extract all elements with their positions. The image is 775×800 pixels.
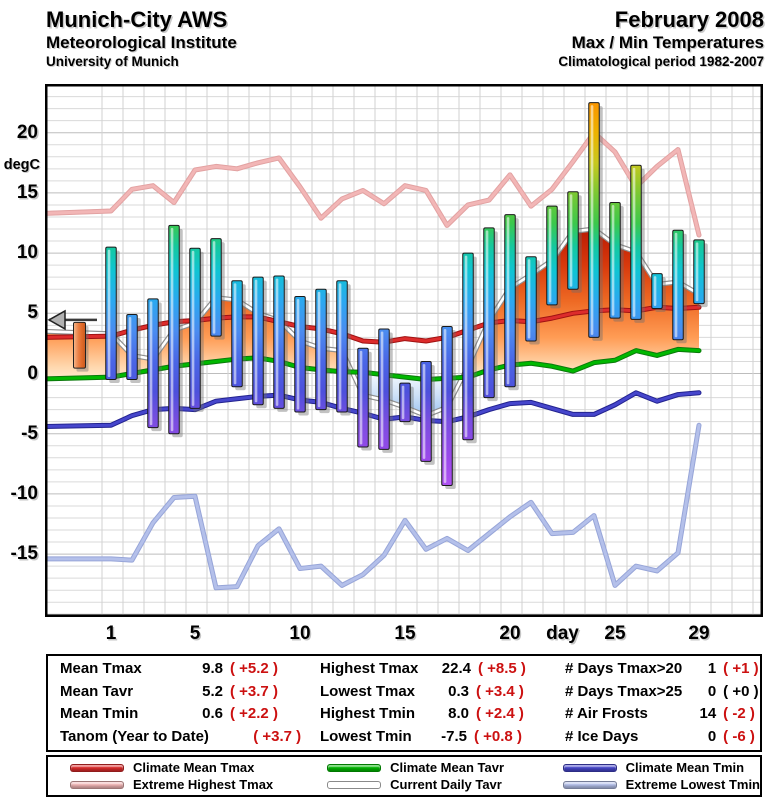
temperature-range-bar — [337, 281, 348, 412]
temperature-range-bar — [589, 103, 600, 338]
temperature-range-bar — [505, 215, 516, 387]
legend-label: Climate Mean Tavr — [390, 760, 505, 775]
stats-row — [320, 683, 555, 704]
temperature-range-bar — [106, 247, 117, 379]
extreme-lowest-tmin-line-casing — [45, 425, 699, 588]
legend-item — [70, 778, 327, 791]
x-tick-label: 20 — [499, 623, 521, 644]
stats-anomaly: ( +0 ) — [723, 682, 759, 700]
temperature-range-bar — [211, 239, 222, 337]
stats-anomaly: ( +5.2 ) — [230, 659, 278, 677]
stats-row — [565, 705, 775, 726]
stats-label: Tanom (Year to Date) — [60, 728, 209, 746]
bar-highlight — [234, 283, 237, 384]
bar-highlight — [360, 351, 363, 445]
temperature-range-bar — [253, 277, 264, 405]
y-tick-label: 15 — [16, 181, 38, 203]
stats-label: Mean Tavr — [60, 682, 134, 700]
stats-column — [48, 659, 312, 750]
bar-highlight — [255, 280, 258, 403]
stats-anomaly: ( +3.7 ) — [253, 728, 302, 746]
bar-highlight — [528, 259, 531, 338]
climatology-period: Climatological period 1982-2007 — [558, 54, 764, 69]
monthly-statistics-panel — [46, 654, 762, 752]
bar-highlight — [444, 329, 447, 483]
climate-mean-tavr-swatch-icon — [327, 764, 381, 772]
bar-highlight — [507, 217, 510, 384]
chart-legend — [46, 755, 762, 797]
legend-label: Climate Mean Tmin — [625, 760, 745, 775]
legend-item — [563, 761, 760, 774]
bar-highlight — [570, 194, 573, 287]
legend-label: Extreme Lowest Tmin — [625, 777, 760, 792]
station-name: Munich-City AWS — [46, 7, 228, 32]
stats-label: # Days Tmax>25 — [565, 682, 683, 700]
stats-label: Lowest Tmin — [320, 728, 412, 746]
stats-anomaly: ( +2.2 ) — [230, 705, 278, 723]
stats-row — [60, 683, 312, 704]
temperature-range-bar — [232, 281, 243, 387]
stats-row — [320, 728, 555, 749]
stats-label: # Days Tmax>20 — [565, 659, 683, 677]
y-tick-label: 20 — [16, 121, 38, 143]
legend-label: Extreme Highest Tmax — [133, 777, 274, 792]
month-title: February 2008 — [614, 7, 764, 32]
legend-label: Current Daily Tavr — [390, 777, 502, 792]
y-tick-label: 0 — [27, 362, 38, 384]
legend-column — [327, 761, 563, 791]
stats-label: # Ice Days — [565, 728, 639, 746]
bar-highlight — [654, 276, 657, 306]
legend-column — [48, 761, 327, 791]
stats-value: 5.2 — [202, 682, 223, 700]
current-daily-tavr-swatch-icon — [327, 781, 381, 789]
stats-label: Highest Tmax — [320, 659, 419, 677]
stats-value: 0 — [707, 682, 717, 700]
temperature-range-bar — [190, 248, 201, 408]
stats-label: # Air Frosts — [565, 705, 648, 723]
temperature-range-bar — [274, 276, 285, 408]
legend-label: Climate Mean Tmax — [133, 760, 255, 775]
extreme-lowest-tmin-swatch-icon — [563, 781, 617, 789]
temperature-range-bar — [169, 225, 180, 433]
stats-row — [320, 660, 555, 681]
legend-item — [327, 778, 563, 791]
bar-highlight — [633, 168, 636, 317]
temperature-range-bar — [400, 383, 411, 422]
stats-row — [565, 728, 775, 749]
bar-highlight — [675, 233, 678, 338]
x-tick-label: 15 — [394, 623, 416, 644]
x-tick-label: 1 — [105, 623, 117, 644]
temperature-range-bar — [547, 206, 558, 305]
y-tick-label: -10 — [10, 482, 38, 504]
climate-mean-tmax-swatch-icon — [70, 764, 124, 772]
temperature-plot — [45, 84, 763, 617]
bar-highlight — [129, 317, 132, 377]
temperature-range-bar — [631, 165, 642, 319]
stats-value: 14 — [699, 705, 717, 723]
climate-mean-tmin-swatch-icon — [563, 764, 617, 772]
bar-highlight — [339, 283, 342, 409]
bar-highlight — [171, 228, 174, 431]
stats-row — [60, 660, 312, 681]
bar-highlight — [549, 209, 552, 303]
bar-highlight — [696, 242, 699, 301]
university-name: University of Munich — [46, 54, 179, 69]
temperature-range-bar — [127, 315, 138, 380]
temperature-range-bar — [463, 253, 474, 440]
y-tick-label: -15 — [10, 543, 38, 565]
temperature-range-bar — [484, 228, 495, 398]
temperature-range-bar — [295, 296, 306, 412]
bar-highlight — [150, 301, 153, 425]
legend-item — [70, 761, 327, 774]
stats-column — [312, 659, 555, 750]
bar-highlight — [486, 230, 489, 395]
temperature-range-bar — [421, 361, 432, 461]
bar-highlight — [276, 278, 279, 405]
bar-highlight — [465, 256, 468, 438]
temperature-range-bar — [526, 257, 537, 341]
temperature-range-bar — [694, 240, 705, 304]
stats-anomaly: ( +3.4 ) — [475, 682, 524, 700]
x-tick-label: 10 — [289, 623, 311, 644]
x-tick-label: 5 — [189, 623, 201, 644]
bar-highlight — [108, 250, 111, 377]
y-tick-label: -5 — [21, 422, 38, 444]
stats-anomaly: ( -6 ) — [723, 728, 755, 746]
legend-item — [327, 761, 563, 774]
temperature-range-bar — [379, 329, 390, 449]
bar-highlight — [423, 364, 426, 459]
stats-anomaly: ( +8.5 ) — [477, 659, 526, 677]
y-axis-unit: degC — [3, 157, 40, 173]
stats-value: 8.0 — [448, 705, 469, 723]
stats-row — [60, 705, 312, 726]
stats-anomaly: ( +3.7 ) — [230, 682, 278, 700]
stats-label: Lowest Tmax — [320, 682, 416, 700]
stats-anomaly: ( +2.4 ) — [475, 705, 524, 723]
bar-highlight — [297, 299, 300, 410]
chart-type-title: Max / Min Temperatures — [571, 33, 764, 52]
x-axis-unit: day — [546, 623, 579, 644]
stats-column — [555, 659, 775, 750]
x-tick-label: 29 — [688, 623, 710, 644]
stats-label: Highest Tmin — [320, 705, 416, 723]
stats-row — [320, 705, 555, 726]
stats-value: -7.5 — [441, 728, 467, 746]
extreme-highest-tmax-swatch-icon — [70, 781, 124, 789]
stats-value: 1 — [707, 659, 717, 677]
stats-anomaly: ( +0.8 ) — [474, 728, 522, 746]
temperature-range-bar — [610, 203, 621, 319]
temperature-range-bar — [442, 327, 453, 486]
legend-column — [563, 761, 760, 791]
temperature-range-bar — [568, 192, 579, 290]
bar-highlight — [612, 205, 615, 316]
stats-value: 0.6 — [202, 705, 223, 723]
stats-anomaly: ( +1 ) — [723, 659, 759, 677]
stats-value: 0.3 — [448, 682, 469, 700]
stats-value: 0 — [707, 728, 717, 746]
y-tick-label: 10 — [16, 242, 38, 264]
temperature-range-bar — [148, 299, 159, 428]
stats-anomaly: ( -2 ) — [723, 705, 755, 723]
station-header — [46, 8, 237, 71]
bar-highlight — [402, 386, 405, 420]
bar-highlight — [192, 251, 195, 406]
bar-highlight — [591, 105, 594, 335]
stats-row — [565, 660, 775, 681]
temperature-range-bar — [673, 230, 684, 340]
institute-name: Meteorological Institute — [46, 33, 237, 52]
period-header — [558, 8, 764, 71]
bar-highlight — [318, 292, 321, 407]
stats-row — [60, 728, 312, 749]
bar-highlight — [381, 331, 384, 446]
temperature-range-bar — [652, 274, 663, 309]
temperature-range-bar — [316, 289, 327, 409]
tavr-marker-bar — [74, 322, 86, 368]
stats-label: Mean Tmin — [60, 705, 139, 723]
stats-value: 22.4 — [441, 659, 471, 677]
legend-item — [563, 778, 760, 791]
stats-row — [565, 683, 775, 704]
x-tick-label: 25 — [604, 623, 626, 644]
bar-highlight — [213, 241, 216, 334]
stats-label: Mean Tmax — [60, 659, 142, 677]
stats-value: 9.8 — [202, 659, 223, 677]
y-tick-label: 5 — [27, 302, 38, 324]
temperature-range-bar — [358, 348, 369, 447]
